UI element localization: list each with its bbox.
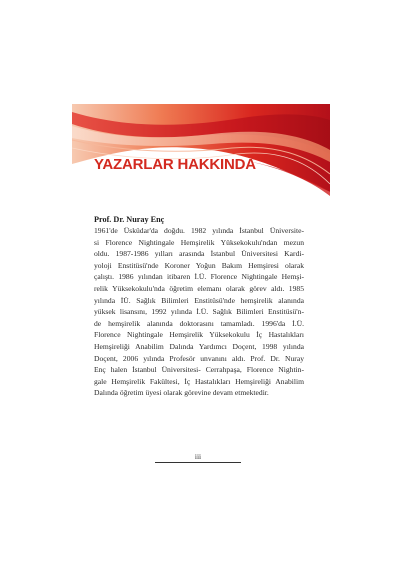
bio-line: yılında İÜ. Sağlık Bilimleri Enstitüsü'nde hemşirelik alanında <box>94 295 304 305</box>
bio-line: Florence Nightingale Hemşirelik Yüksekokulu İç Hastalıkları <box>94 330 304 340</box>
bio-line: yüksek lisansını, 1992 yılında İ.Ü. Sağlık Bilimleri Enstitüsü'n- <box>94 307 304 317</box>
bio-line: Enç halen İstanbul Üniversitesi- Cerrahpaşa, Florence Nightin- <box>94 365 304 375</box>
page-number: iii <box>155 452 241 463</box>
bio-line: Hemşireliği Anabilim Dalında Yardımcı Doçent, 1998 yılında <box>94 341 304 351</box>
bio-line: oldu. 1987-1986 yılları arasında İstanbul Üniversitesi Kardi- <box>94 249 304 259</box>
bio-line: 1961'de Üsküdar'da doğdu. 1982 yılında İstanbul Üniversite- <box>94 226 304 235</box>
red-wave-banner <box>72 104 330 196</box>
bio-line: Doçent, 2006 yılında Profesör unvanını aldı. Prof. Dr. Nuray <box>94 353 304 363</box>
bio-line: çalıştı. 1986 yılından itibaren İ.Ü. Florence Nightingale Hemşi- <box>94 272 304 282</box>
author-name: Prof. Dr. Nuray Enç <box>94 215 165 224</box>
bio-line: yoloji Enstitüsü'nde Koroner Yoğun Bakım Hemşiresi olarak <box>94 260 304 270</box>
bio-line: si Florence Nightingale Hemşirelik Yüksekokulu'ndan mezun <box>94 237 304 247</box>
bio-line: relik Yüksekokulu'nda öğretim elemanı olarak görev aldı. 1985 <box>94 283 304 293</box>
bio-line: Dalında öğretim üyesi olarak görevine devam etmektedir. <box>94 388 269 398</box>
bio-line: de hemşirelik alanında doktorasını tamamladı. 1996'da İ.Ü. <box>94 318 304 328</box>
bio-line: gale Hemşirelik Fakültesi, İç Hastalıkları Hemşireliği Anabilim <box>94 376 304 386</box>
section-title: YAZARLAR HAKKINDA <box>94 156 256 173</box>
author-biography <box>94 225 304 399</box>
